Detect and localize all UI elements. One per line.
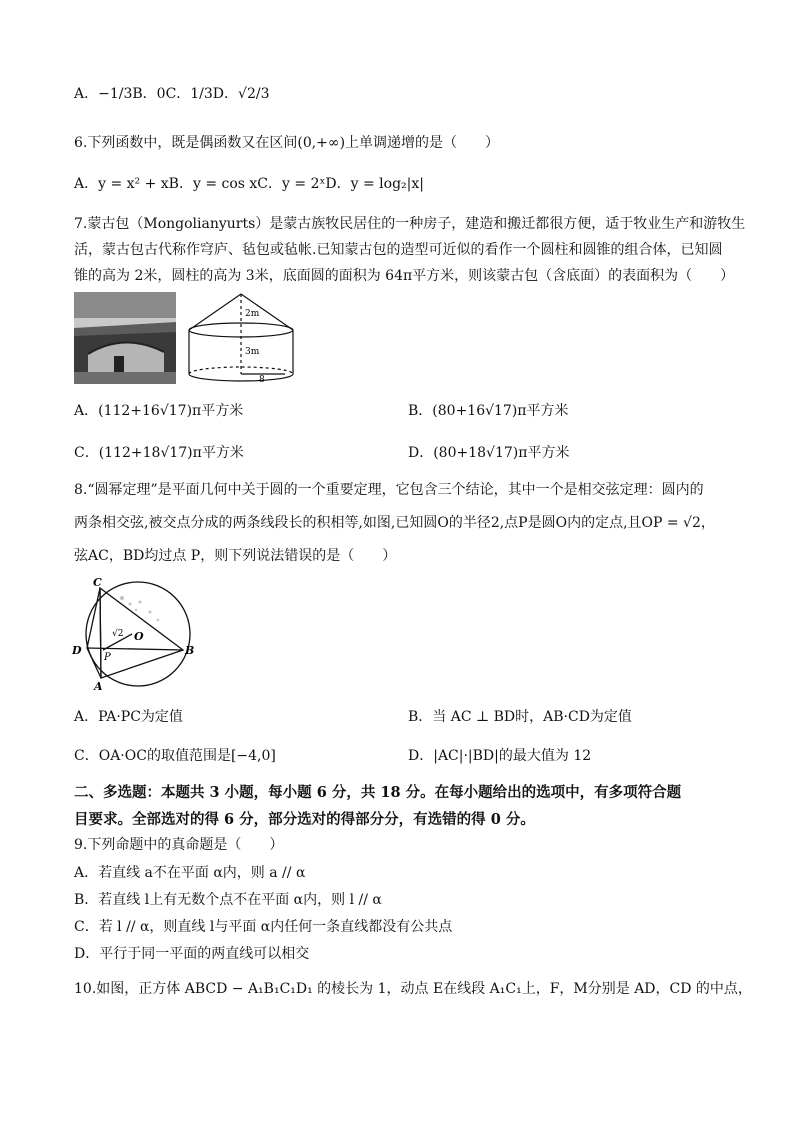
q8-option-a: A．PA·PC为定值 <box>74 709 183 725</box>
yurt-photo <box>74 292 176 384</box>
section2-heading-line1: 二、多选题：本题共 3 小题，每小题 6 分，共 18 分。在每小题给出的选项中，有多项符合题 <box>74 784 682 801</box>
segment-op-label: √2 <box>112 629 124 639</box>
q9-option-a: A．若直线 a不在平面 α内，则 a // α <box>74 865 306 881</box>
radius-label: 8 <box>259 375 265 385</box>
circle-diagram <box>70 574 200 692</box>
q7-stem-line3: 锥的高为 2米，圆柱的高为 3米，底面圆的面积为 64π平方米，则该蒙古包（含底面）的表面积为（ ） <box>74 268 735 284</box>
q6-options: A．y = x² + xB．y = cos xC．y = 2ˣD．y = log₂|x| <box>74 176 424 192</box>
q8-option-d: D．|AC|·|BD|的最大值为 12 <box>408 748 592 764</box>
q7-option-a: A．(112+16√17)π平方米 <box>74 403 244 419</box>
q7-stem-line2: 活，蒙古包古代称作穹庐、毡包或毡帐.已知蒙古包的造型可近似的看作一个圆柱和圆锥的组合体，已知圆 <box>74 242 723 258</box>
q8-option-c: C．OA·OC的取值范围是[−4,0] <box>74 748 276 764</box>
point-d-label: D <box>72 644 82 657</box>
q7-option-d: D．(80+18√17)π平方米 <box>408 445 570 461</box>
q8-option-b: B．当 AC ⊥ BD时，AB·CD为定值 <box>408 709 632 725</box>
point-c-label: C <box>93 576 102 589</box>
q7-option-c: C．(112+18√17)π平方米 <box>74 445 244 461</box>
section2-heading-line2: 目要求。全部选对的得 6 分，部分选对的得部分分，有选错的得 0 分。 <box>74 811 535 828</box>
point-a-label: A <box>94 680 103 692</box>
q6-stem: 6.下列函数中，既是偶函数又在区间(0,+∞)上单调递增的是（ ） <box>74 135 500 151</box>
q10-stem: 10.如图，正方体 ABCD − A₁B₁C₁D₁ 的棱长为 1，动点 E在线段 A₁C₁上，F，M分别是 AD，CD 的中点， <box>74 981 752 997</box>
q9-option-c: C．若 l // α，则直线 l与平面 α内任何一条直线都没有公共点 <box>74 919 453 935</box>
q9-option-d: D．平行于同一平面的两直线可以相交 <box>74 946 310 962</box>
cone-height-label: 2m <box>245 309 260 319</box>
point-b-label: B <box>185 644 195 657</box>
q9-stem: 9.下列命题中的真命题是（ ） <box>74 837 284 853</box>
q8-stem-line2: 两条相交弦,被交点分成的两条线段长的积相等,如图,已知圆O的半径2,点P是圆O内的定点,且OP = √2， <box>74 515 715 531</box>
yurt-diagram <box>185 290 297 386</box>
point-o-label: O <box>134 630 144 643</box>
q5-options: A．−1/3B．0C．1/3D．√2/3 <box>74 86 270 102</box>
q8-stem-line1: 8.“圆幂定理”是平面几何中关于圆的一个重要定理，它包含三个结论，其中一个是相交弦定理：圆内的 <box>74 482 704 498</box>
q7-stem-line1: 7.蒙古包（Mongolianyurts）是蒙古族牧民居住的一种房子，建造和搬迁都很方便，适于牧业生产和游牧生 <box>74 216 746 232</box>
cylinder-height-label: 3m <box>245 347 260 357</box>
q9-option-b: B．若直线 l上有无数个点不在平面 α内，则 l // α <box>74 892 382 908</box>
point-p-label: P <box>104 652 111 663</box>
q8-stem-line3: 弦AC，BD均过点 P，则下列说法错误的是（ ） <box>74 548 397 564</box>
q7-option-b: B．(80+16√17)π平方米 <box>408 403 569 419</box>
